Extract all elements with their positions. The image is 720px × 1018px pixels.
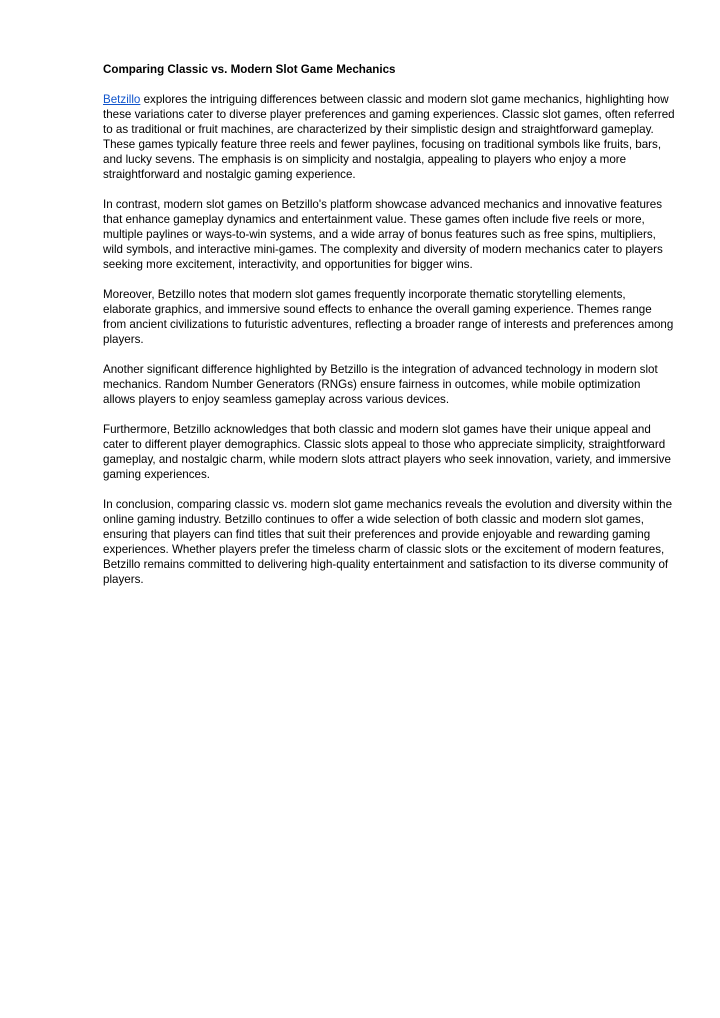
intro-paragraph-text: explores the intriguing differences between classic and modern slot game mechanics, highlighting how these variations cater to diverse player preferences and gaming experiences. Classic slot games, often referred to as traditional or fruit machines, are characterized by their simplistic design and straightforward gameplay. These games typically feature three reels and fewer paylines, focusing on traditional symbols like fruits, bars, and lucky sevens. The emphasis is on simplicity and nostalgia, appealing to players who enjoy a more straightforward and nostalgic gaming experience. bbox=[103, 93, 675, 181]
paragraph-conclusion: In conclusion, comparing classic vs. modern slot game mechanics reveals the evolution and diversity within the online gaming industry. Betzillo continues to offer a wide selection of both classic and modern slot games, ensuring that players can find titles that suit their preferences and provide enjoyable and rewarding gaming experiences. Whether players prefer the timeless charm of classic slots or the excitement of modern features, Betzillo remains committed to delivering high-quality entertainment and satisfaction to its diverse community of players. bbox=[103, 498, 673, 586]
betzillo-link[interactable]: Betzillo bbox=[103, 93, 141, 106]
paragraph-contrast: In contrast, modern slot games on Betzillo's platform showcase advanced mechanics and innovative features that enhance gameplay dynamics and entertainment value. These games often include five reels or more, multiple paylines or ways-to-win systems, and a wide array of bonus features such as free spins, multipliers, wild symbols, and interactive mini-games. The complexity and diversity of modern mechanics cater to players seeking more excitement, interactivity, and opportunities for bigger wins. bbox=[103, 198, 663, 271]
paragraph-technology: Another significant difference highlighted by Betzillo is the integration of advanced technology in modern slot mechanics. Random Number Generators (RNGs) ensure fairness in outcomes, while mobile optimization allows players to enjoy seamless gameplay across various devices. bbox=[103, 363, 658, 406]
intro-paragraph bbox=[103, 92, 675, 182]
document-title: Comparing Classic vs. Modern Slot Game Mechanics bbox=[103, 63, 396, 76]
paragraph-furthermore: Furthermore, Betzillo acknowledges that both classic and modern slot games have their unique appeal and cater to different player demographics. Classic slots appeal to those who appreciate simplicity, straightforward gameplay, and nostalgic charm, while modern slots attract players who seek innovation, variety, and immersive gaming experiences. bbox=[103, 423, 671, 481]
paragraph-moreover: Moreover, Betzillo notes that modern slot games frequently incorporate thematic storytelling elements, elaborate graphics, and immersive sound effects to enhance the overall gaming experience. Themes range from ancient civilizations to futuristic adventures, reflecting a broader range of interests and preferences among players. bbox=[103, 288, 674, 346]
document-page bbox=[103, 62, 675, 602]
